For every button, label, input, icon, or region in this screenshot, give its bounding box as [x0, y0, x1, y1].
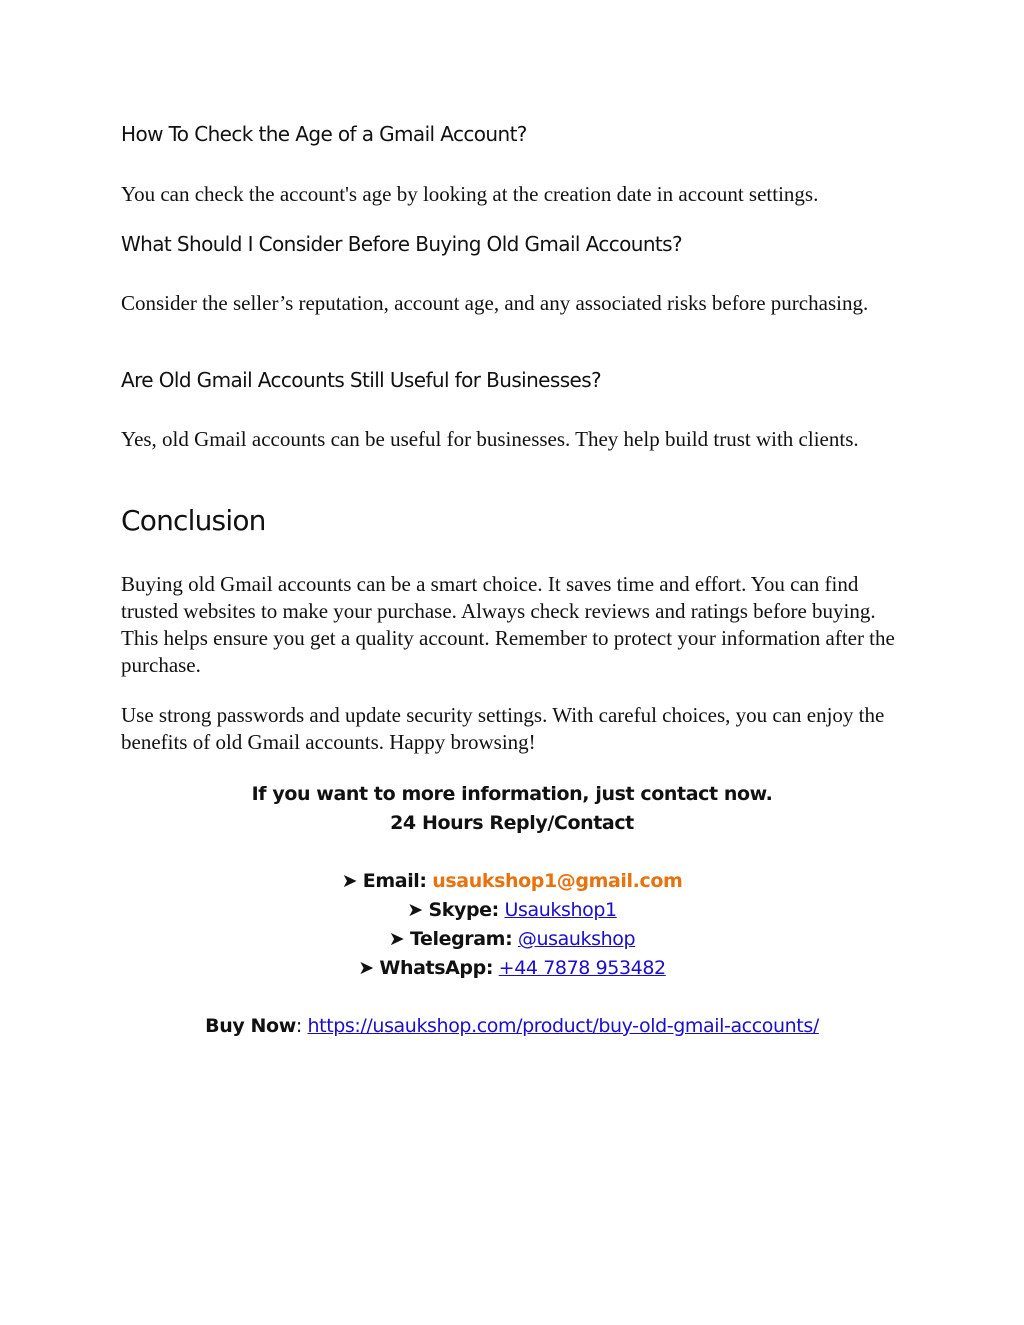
contact-spacer	[0, 838, 1024, 867]
contact-skype-row	[0, 896, 1024, 925]
arrow-icon: ➤	[341, 870, 358, 892]
buy-now-row	[0, 1012, 1024, 1041]
whatsapp-label: WhatsApp:	[379, 957, 494, 979]
contact-whatsapp-row	[0, 954, 1024, 983]
faq-answer-consider: Consider the seller’s reputation, account age, and any associated risks before purchasing.	[121, 291, 869, 315]
skype-link[interactable]: Usaukshop1	[504, 899, 617, 921]
arrow-icon: ➤	[407, 899, 423, 921]
faq-answer-gmail-age: You can check the account's age by looking at the creation date in account settings.	[121, 182, 819, 206]
email-label: Email:	[362, 870, 427, 892]
arrow-icon: ➤	[358, 957, 374, 979]
telegram-label: Telegram:	[409, 928, 513, 950]
contact-telegram-row	[0, 925, 1024, 954]
faq-heading-gmail-age: How To Check the Age of a Gmail Account?	[121, 122, 527, 146]
whatsapp-link[interactable]: +44 7878 953482	[498, 957, 666, 979]
telegram-link[interactable]: @usaukshop	[517, 928, 636, 950]
buy-now-separator: :	[295, 1015, 302, 1037]
conclusion-title: Conclusion	[121, 504, 266, 537]
contact-email-row	[0, 867, 1024, 896]
conclusion-paragraph-1: Buying old Gmail accounts can be a smart choice. It saves time and effort. You can find trusted websites to make your purchase. Always check reviews and ratings before buying. This helps ensure you get a quality account. Remember to protect your information after the purchase.	[121, 572, 895, 677]
contact-intro: If you want to more information, just contact now.	[251, 783, 773, 805]
buy-now-link[interactable]: https://usaukshop.com/product/buy-old-gmail-accounts/	[307, 1015, 819, 1037]
contact-block	[0, 780, 1024, 1041]
email-address[interactable]: usaukshop1@gmail.com	[432, 870, 683, 892]
arrow-icon: ➤	[388, 928, 405, 950]
faq-heading-consider: What Should I Consider Before Buying Old Gmail Accounts?	[121, 232, 683, 256]
contact-spacer	[0, 983, 1024, 1012]
faq-answer-businesses: Yes, old Gmail accounts can be useful for businesses. They help build trust with clients.	[121, 427, 859, 451]
faq-heading-businesses: Are Old Gmail Accounts Still Useful for Businesses?	[121, 368, 602, 392]
contact-reply-hours: 24 Hours Reply/Contact	[390, 812, 634, 834]
buy-now-label: Buy Now	[205, 1015, 296, 1037]
skype-label: Skype:	[428, 899, 499, 921]
conclusion-paragraph-2: Use strong passwords and update security settings. With careful choices, you can enjoy the benefits of old Gmail accounts. Happy browsing!	[121, 703, 885, 754]
